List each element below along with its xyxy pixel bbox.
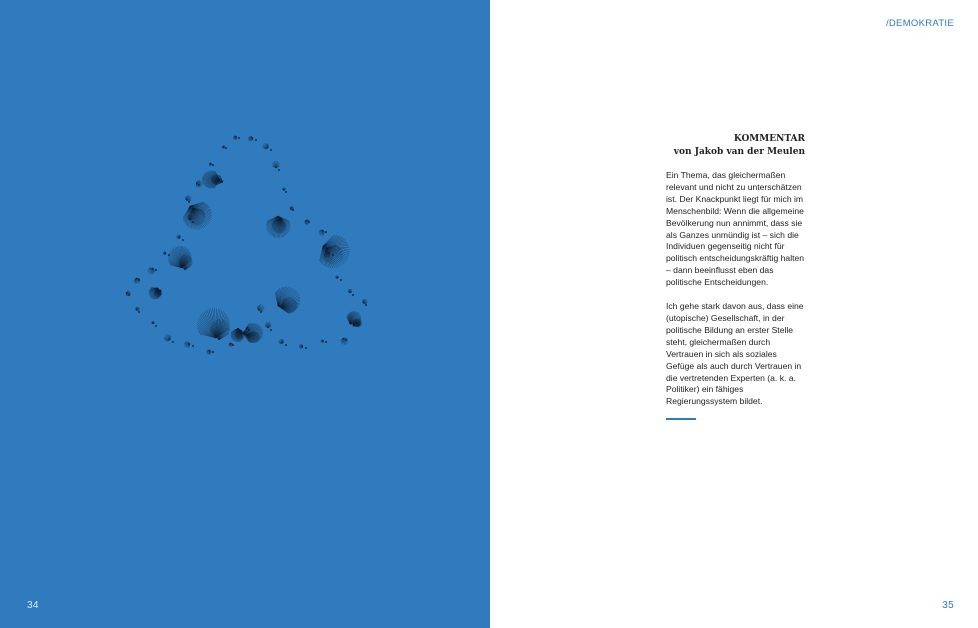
- article-paragraph: Ein Thema, das gleichermaßen relevant und nicht zu unterschätzen ist. Der Knackpunkt liegt für mich im Menschenbild: Wenn die allgemeine Bevölkerung nun annimmt, dass sie als Ganzes unmündig ist – sich die Individuen gegenseitig nicht für politisch entscheidungskräftig halten – dann beeinflusst eben das politische Entscheidungen.: [666, 170, 805, 288]
- article-paragraph: Ich gehe stark davon aus, dass eine (utopische) Gesellschaft, in der politische Bildung an erster Stelle steht, gleichermaßen durch Vertrauen in sich als soziales Gefüge als auch durch Vertrauen in die vertretenden Experten (a. k. a. Politiker) ein fähiges Regierungssystem bildet.: [666, 301, 804, 407]
- page-number-left: 34: [27, 600, 39, 611]
- section-tag: /DEMOKRATIE: [885, 18, 954, 29]
- article-byline: von Jakob van der Meulen: [673, 146, 805, 157]
- right-page: [490, 0, 978, 628]
- comment-article: [666, 133, 805, 420]
- fractal-illustration: [118, 128, 378, 373]
- page-number-right: 35: [942, 600, 954, 611]
- article-body: [666, 170, 805, 408]
- end-rule: [666, 418, 696, 420]
- article-heading: [666, 133, 805, 158]
- article-kicker: KOMMENTAR: [733, 134, 805, 144]
